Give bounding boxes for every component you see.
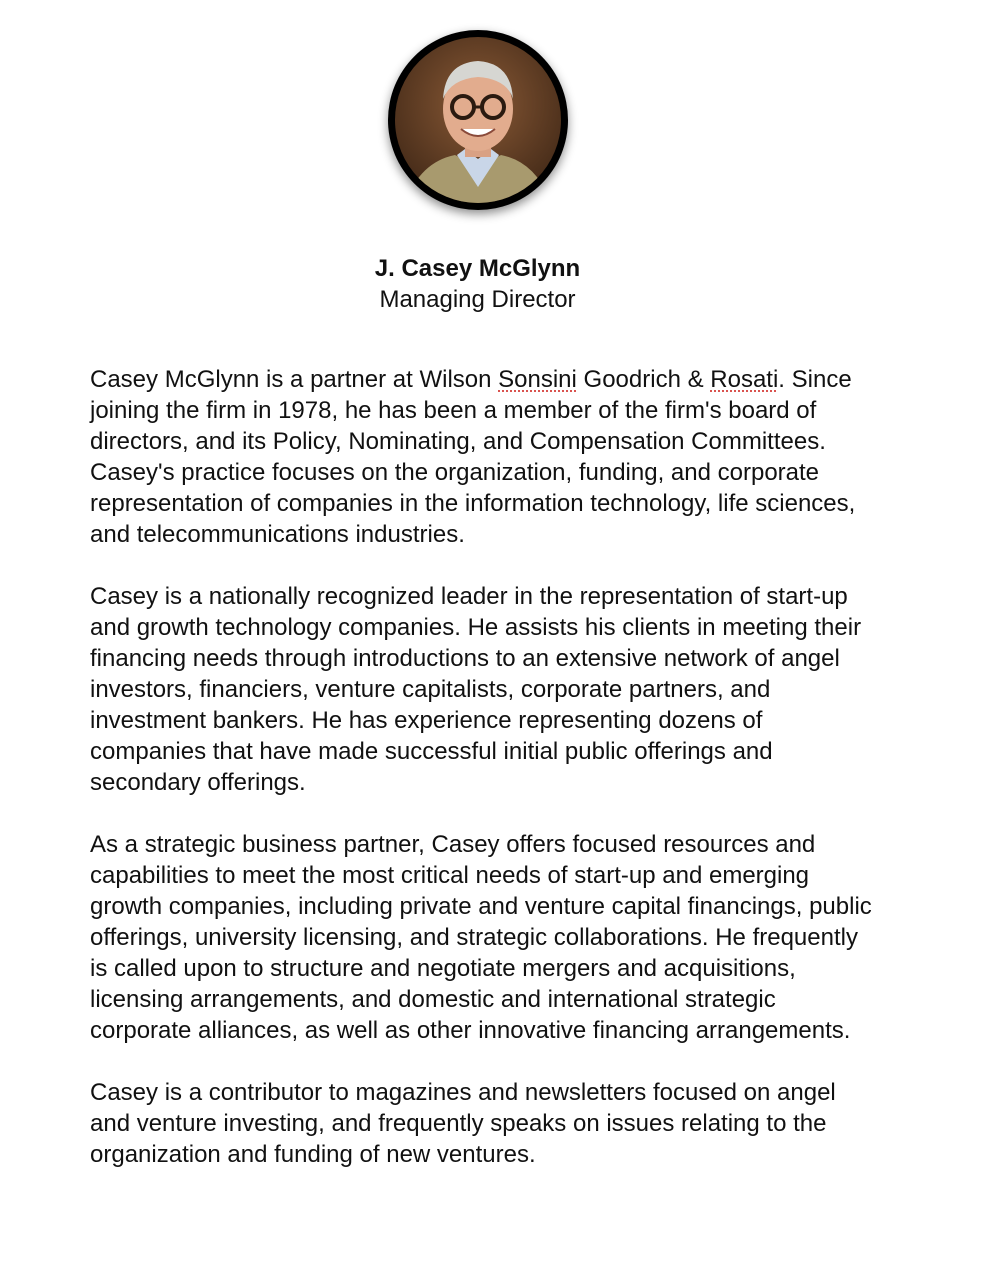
bio-p1-text-c: Goodrich & <box>576 366 711 393</box>
misspelled-word-rosati[interactable]: Rosati <box>710 366 779 393</box>
profile-title: Managing Director <box>379 286 576 313</box>
bio-section <box>90 364 880 1201</box>
bio-p1-text-e: . Since joining the firm in 1978, he has been a member of the firm's board of directors, and its Policy, Nominating, and Compensation Committees. Casey's practice focuses on the organization, funding, and corporate representation of companies in the information technology, life sciences, and telecommunications industries. <box>90 366 856 548</box>
bio-p1-text-a: Casey McGlynn is a partner at Wilson <box>90 366 499 393</box>
portrait-photo-icon <box>395 37 561 203</box>
profile-name: J. Casey McGlynn <box>374 255 581 282</box>
bio-paragraph-3: As a strategic business partner, Casey offers focused resources and capabilities to meet the most critical needs of start-up and emerging growth companies, including private and venture capital financings, public offerings, university licensing, and strategic collaborations. He frequently is called upon to structure and negotiate mergers and acquisitions, licensing arrangements, and domestic and international strategic corporate alliances, as well as other innovative financing arrangements. <box>90 831 872 1044</box>
profile-photo <box>388 30 568 210</box>
misspelled-word-sonsini[interactable]: Sonsini <box>498 366 577 393</box>
bio-paragraph-2: Casey is a nationally recognized leader in the representation of start-up and growth technology companies. He assists his clients in meeting their financing needs through introductions to an extensive network of angel investors, financiers, venture capitalists, corporate partners, and investment bankers. He has experience representing dozens of companies that have made successful initial public offerings and secondary offerings. <box>90 583 862 796</box>
bio-paragraph-4: Casey is a contributor to magazines and newsletters focused on angel and venture investing, and frequently speaks on issues relating to the organization and funding of new ventures. <box>90 1079 836 1168</box>
bio-paragraph-1 <box>90 364 880 550</box>
